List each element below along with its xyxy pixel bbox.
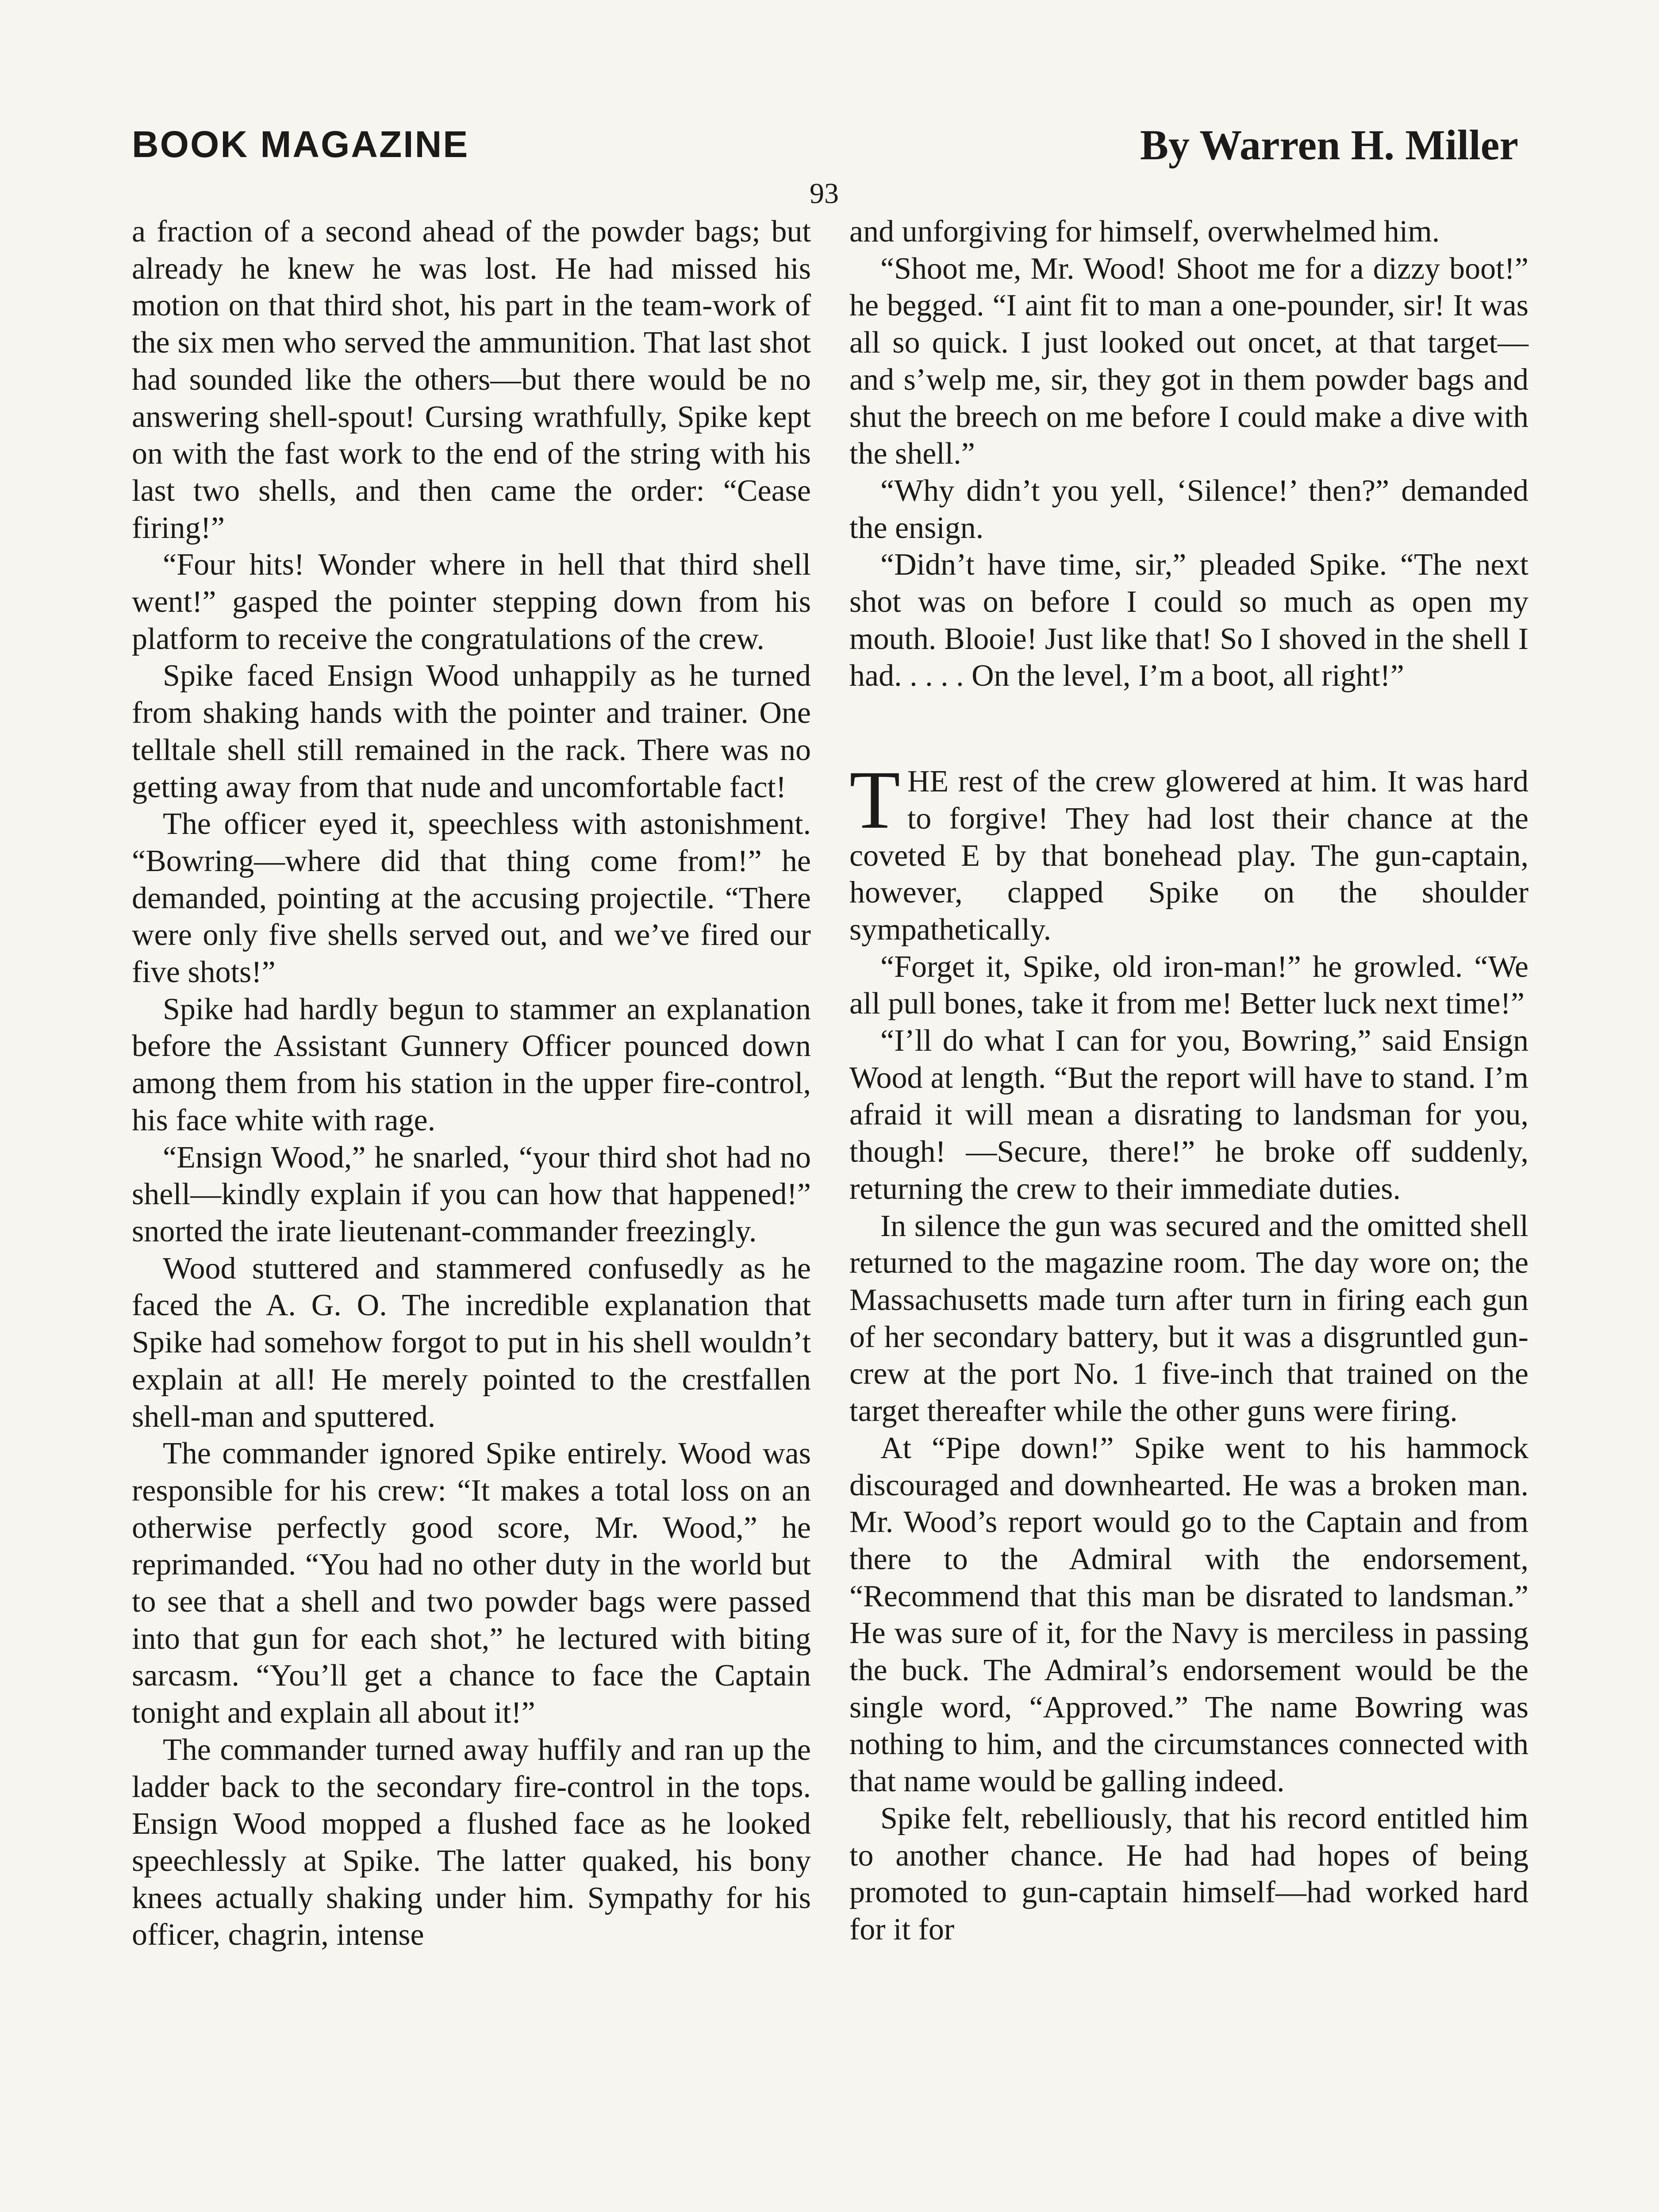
paragraph: The officer eyed it, speechless with astonishment. “Bowring—where did that thing come from!” he demanded, pointing at the accusing projectile. “There were only five shells served out, and we’ve fired our five shots!” [132,807,811,990]
section-paragraph [849,753,1528,949]
paragraph: “Shoot me, Mr. Wood! Shoot me for a dizzy boot!” he begged. “I aint fit to man a one-pounder, sir! It was all so quick. I just looked out oncet, at that target—and s’welp me, sir, they got in them powder bags and shut the breech on me before I could make a dive with the shell.” [849,251,1528,471]
paragraph: In silence the gun was secured and the omitted shell returned to the magazine room. The day wore on; the Massachusetts made turn after turn in firing each gun of her secondary battery, but it was a disgruntled gun-crew at the port No. 1 five-inch that trained on the target thereafter while the other guns were firing. [849,1209,1528,1429]
author-byline: By Warren H. Miller [1140,121,1518,169]
paragraph: and unforgiving for himself, overwhelmed him. [849,215,1440,249]
paragraph: The commander ignored Spike entirely. Wood was responsible for his crew: “It makes a total loss on an otherwise perfectly good score, Mr. Wood,” he reprimanded. “You had no other duty in the world but to see that a shell and two powder bags were passed into that gun for each shot,” he lectured with biting sarcasm. “You’ll get a chance to face the Captain tonight and explain all about it!” [132,1436,811,1730]
paragraph: Wood stuttered and stammered confusedly as he faced the A. G. O. The incredible explanation that Spike had somehow forgot to put in his shell wouldn’t explain at all! He merely pointed to the crestfallen shell-man and sputtered. [132,1251,811,1434]
paragraph: “Ensign Wood,” he snarled, “your third shot had no shell—kindly explain if you can how that happened!” snorted the irate lieutenant-commander freezingly. [132,1140,811,1248]
paragraph: “Forget it, Spike, old iron-man!” he growled. “We all pull bones, take it from me! Better luck next time!” [849,949,1528,1021]
paragraph: “Didn’t have time, sir,” pleaded Spike. “The next shot was on before I could so much as open my mouth. Blooie! Just like that! So I shoved in the shell I had. . . . . On the level, I’m a boot, all right!” [849,548,1528,693]
drop-cap: T [849,753,900,846]
section-text: HE rest of the crew glowered at him. It was hard to forgive! They had lost their chance at the coveted E by that bonehead play. The gun-captain, however, clapped Spike on the shoulder sympathetically. [849,764,1528,947]
paragraph: The commander turned away huffily and ran up the ladder back to the secondary fire-control in the tops. Ensign Wood mopped a flushed face as he looked speechlessly at Spike. The latter quaked, his bony knees actually shaking under him. Sympathy for his officer, chagrin, intense [132,1732,811,1952]
paragraph: a fraction of a second ahead of the powder bags; but already he knew he was lost. He had missed his motion on that third shot, his part in the team-work of the six men who served the ammunition. That last shot had sounded like the others—but there would be no answering shell-spout! Cursing wrathfully, Spike kept on with the fast work to the end of the string with his last two shells, and then came the order: “Cease firing!” [132,215,811,545]
paragraph: Spike faced Ensign Wood unhappily as he turned from shaking hands with the pointer and trainer. One telltale shell still remained in the rack. There was no getting away from that nude and uncomfortable fact! [132,659,811,804]
paragraph: At “Pipe down!” Spike went to his hammock discouraged and downhearted. He was a broken man. Mr. Wood’s report would go to the Captain and from there to the Admiral with the endorsement, “Recommend that this man be disrated to landsman.” He was sure of it, for the Navy is merciless in passing the buck. The Admiral’s endorsement would be the single word, “Approved.” The name Bowring was nothing to him, and the circumstances connected with that name would be galling indeed. [849,1431,1528,1799]
paragraph: “Why didn’t you yell, ‘Silence!’ then?” demanded the ensign. [849,473,1528,545]
paragraph: Spike had hardly begun to stammer an explanation before the Assistant Gunnery Officer pounced down among them from his station in the upper fire-control, his face white with rage. [132,992,811,1137]
left-column [132,213,811,1954]
page-number: 93 [810,177,839,210]
paragraph: “Four hits! Wonder where in hell that third shell went!” gasped the pointer stepping down from his platform to receive the congratulations of the crew. [132,548,811,656]
paragraph: “I’ll do what I can for you, Bowring,” said Ensign Wood at length. “But the report will have to stand. I’m afraid it will mean a disrating to landsman for you, though! —Secure, there!” he broke off suddenly, returning the crew to their immediate duties. [849,1024,1528,1206]
publication-title: BOOK MAGAZINE [132,123,469,165]
paragraph: Spike felt, rebelliously, that his record entitled him to another chance. He had had hopes of being promoted to gun-captain himself—had worked hard for it for [849,1801,1528,1947]
right-column [849,213,1528,1948]
